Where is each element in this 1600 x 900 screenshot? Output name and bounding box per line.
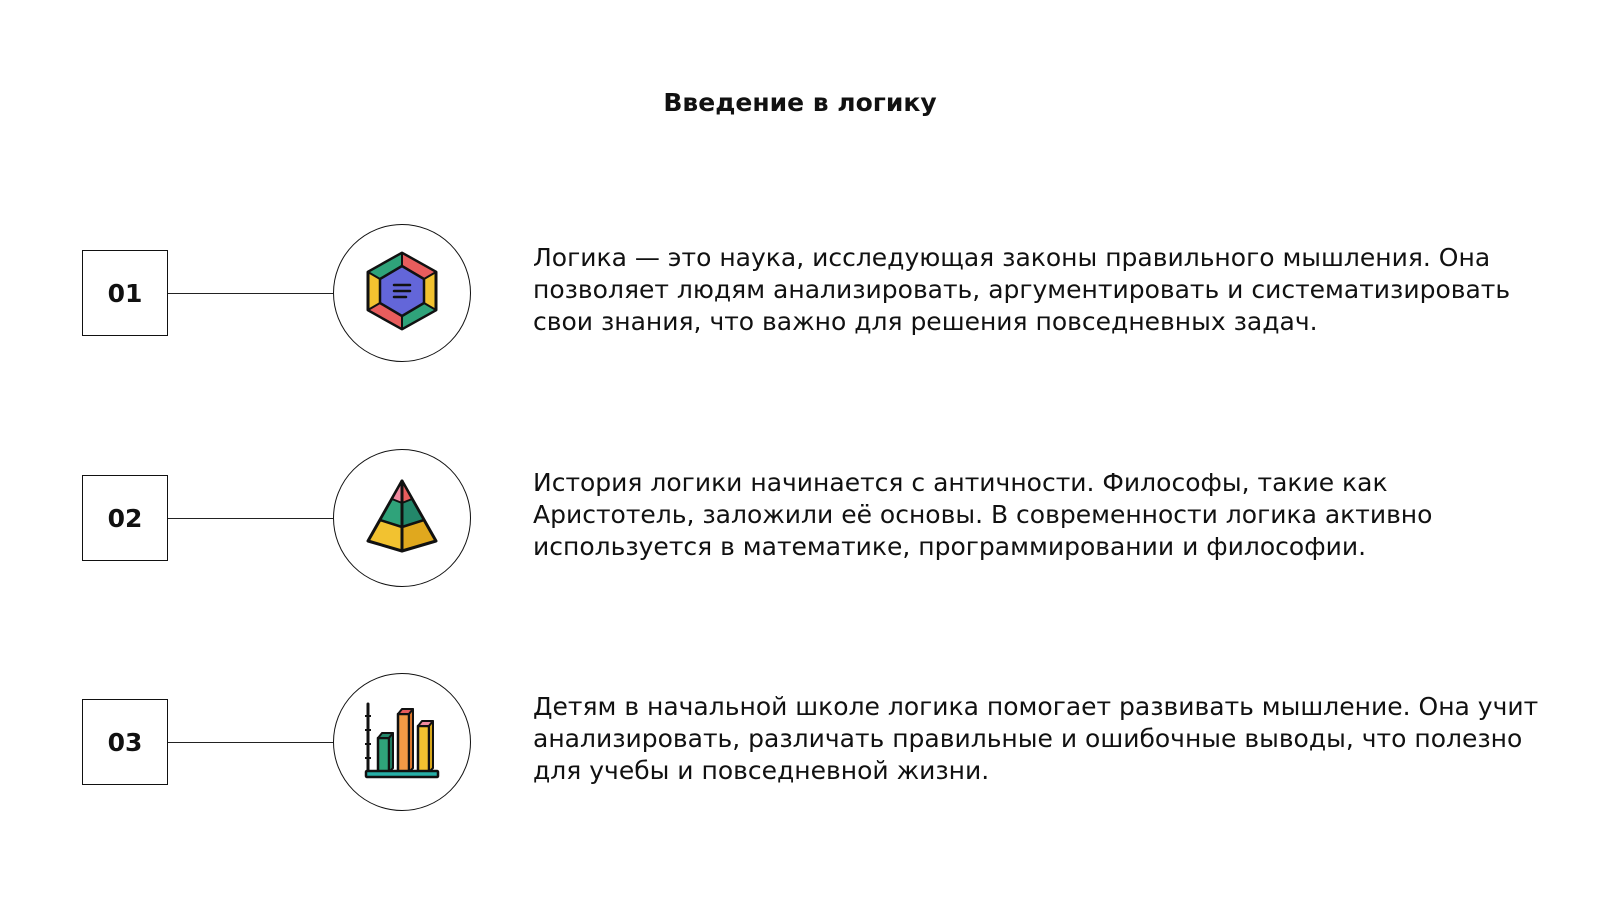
connector-line	[168, 742, 333, 743]
item-number: 01	[82, 250, 168, 336]
bar-chart-icon	[362, 700, 442, 784]
icon-circle	[333, 673, 471, 811]
list-item	[0, 449, 1600, 589]
item-number: 02	[82, 475, 168, 561]
connector-line	[168, 518, 333, 519]
list-item	[0, 224, 1600, 364]
item-text: Логика — это наука, исследующая законы правильного мышления. Она позволяет людям анализировать, аргументировать и систематизировать свои знания, что важно для решения повседневных задач.	[533, 243, 1511, 336]
item-number: 03	[82, 699, 168, 785]
hexagon-document-icon	[364, 250, 440, 336]
item-text: История логики начинается с античности. Философы, такие как Аристотель, заложили её основы. В современности логика активно используется в математике, программировании и философии.	[533, 468, 1433, 561]
slide-title: Введение в логику	[663, 88, 937, 117]
icon-circle	[333, 224, 471, 362]
pyramid-icon	[362, 477, 442, 559]
item-text: Детям в начальной школе логика помогает развивать мышление. Она учит анализировать, различать правильные и ошибочные выводы, что полезно для учебы и повседневной жизни.	[533, 692, 1539, 785]
connector-line	[168, 293, 333, 294]
list-item	[0, 673, 1600, 813]
icon-circle	[333, 449, 471, 587]
